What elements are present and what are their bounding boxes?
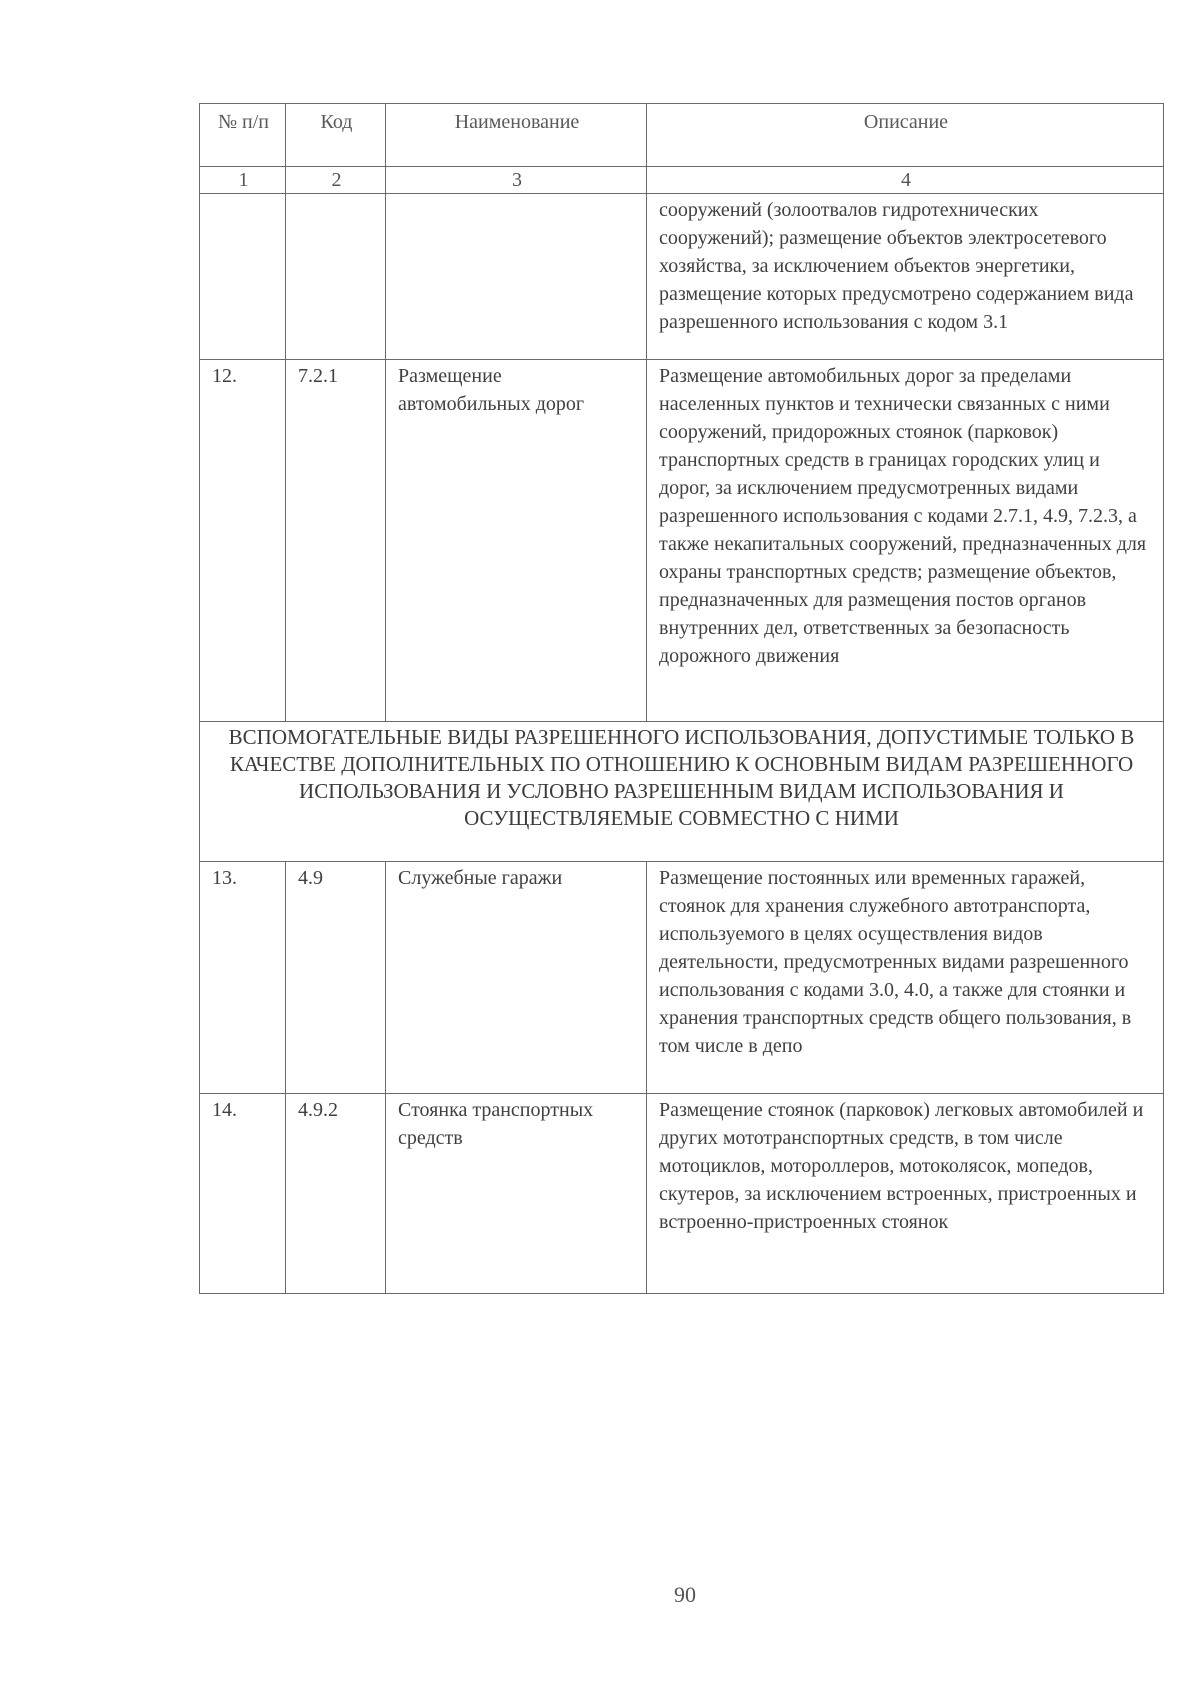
row-name: Служебные гаражи <box>386 862 647 1094</box>
header-code: Код <box>286 104 386 167</box>
table-row <box>200 1094 1164 1294</box>
column-index: 3 <box>386 167 647 194</box>
page-number: 90 <box>674 1582 696 1607</box>
row-name <box>386 194 647 360</box>
row-code: 7.2.1 <box>286 360 386 722</box>
table-row <box>200 194 1164 360</box>
column-index: 4 <box>647 167 1164 194</box>
section-heading-row <box>200 722 1164 862</box>
row-number: 13. <box>200 862 286 1094</box>
table-header-row <box>200 104 1164 167</box>
row-code: 4.9.2 <box>286 1094 386 1294</box>
row-description: Размещение постоянных или временных гаражей, стоянок для хранения служебного автотранспорта, используемого в целях осуществления видов деятельности, предусмотренных видами разрешенного использования с кодами 3.0, 4.0, а также для стоянки и хранения транспортных средств общего пользования, в том числе в депо <box>647 862 1164 1094</box>
row-description: Размещение автомобильных дорог за пределами населенных пунктов и технически связанных с ними сооружений, придорожных стоянок (парковок) транспортных средств в границах городских улиц и дорог, за исключением предусмотренных видами разрешенного использования с кодами 2.7.1, 4.9, 7.2.3, а также некапитальных сооружений, предназначенных для охраны транспортных средств; размещение объектов, предназначенных для размещения постов органов внутренних дел, ответственных за безопасность дорожного движения <box>647 360 1164 722</box>
row-description: сооружений (золоотвалов гидротехнических сооружений); размещение объектов электросетевого хозяйства, за исключением объектов энергетики, размещение которых предусмотрено содержанием вида разрешенного использования с кодом 3.1 <box>647 194 1164 360</box>
column-index-row <box>200 167 1164 194</box>
row-name: Стоянка транспортных средств <box>386 1094 647 1294</box>
column-index: 2 <box>286 167 386 194</box>
table-row <box>200 360 1164 722</box>
row-number: 14. <box>200 1094 286 1294</box>
row-number <box>200 194 286 360</box>
column-index: 1 <box>200 167 286 194</box>
row-name: Размещение автомобильных дорог <box>386 360 647 722</box>
land-use-table <box>199 103 1164 1294</box>
row-code: 4.9 <box>286 862 386 1094</box>
table-row <box>200 862 1164 1094</box>
section-heading: ВСПОМОГАТЕЛЬНЫЕ ВИДЫ РАЗРЕШЕННОГО ИСПОЛЬЗОВАНИЯ, ДОПУСТИМЫЕ ТОЛЬКО В КАЧЕСТВЕ ДОПОЛНИТЕЛЬНЫХ ПО ОТНОШЕНИЮ К ОСНОВНЫМ ВИДАМ РАЗРЕШЕННОГО ИСПОЛЬЗОВАНИЯ И УСЛОВНО РАЗРЕШЕННЫМ ВИДАМ ИСПОЛЬЗОВАНИЯ И ОСУЩЕСТВЛЯЕМЫЕ СОВМЕСТНО С НИМИ <box>200 722 1164 862</box>
row-description: Размещение стоянок (парковок) легковых автомобилей и других мототранспортных средств, в том числе мотоциклов, мотороллеров, мотоколясок, мопедов, скутеров, за исключением встроенных, пристроенных и встроенно-пристроенных стоянок <box>647 1094 1164 1294</box>
header-description: Описание <box>647 104 1164 167</box>
row-code <box>286 194 386 360</box>
header-number: № п/п <box>200 104 286 167</box>
header-name: Наименование <box>386 104 647 167</box>
row-number: 12. <box>200 360 286 722</box>
